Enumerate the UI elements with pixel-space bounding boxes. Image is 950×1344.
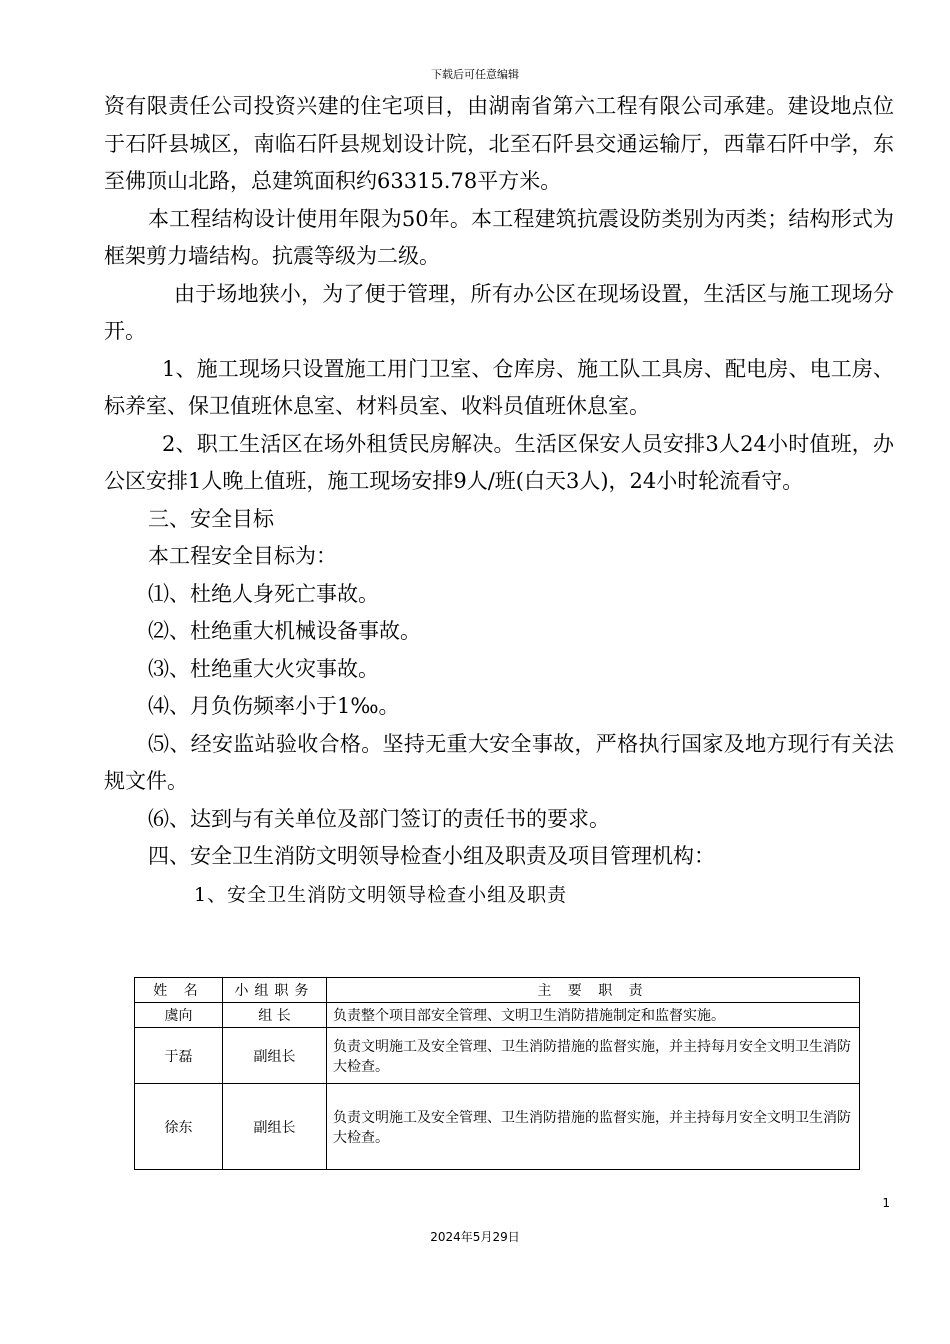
table-row: [135, 1003, 860, 1028]
cell-role: 组 长: [223, 1003, 327, 1028]
cell-name: 虞向: [135, 1003, 223, 1028]
goal-item-3: ⑶、杜绝重大火灾事故。: [148, 656, 379, 681]
paragraph-structure: 本工程结构设计使用年限为50年。本工程建筑抗震设防类别为丙类；结构形式为框架剪力墙结构。抗震等级为二级。: [104, 206, 894, 268]
cell-name: 徐东: [135, 1084, 223, 1170]
sub-heading-group-duties: 1、安全卫生消防文明领导检查小组及职责: [194, 883, 568, 906]
goal-item-1: ⑴、杜绝人身死亡事故。: [148, 581, 379, 606]
section-heading-safety-goals: 三、安全目标: [148, 506, 274, 531]
cell-duty: 负责整个项目部安全管理、文明卫生消防措施制定和监督实施。: [327, 1003, 860, 1028]
goal-item-6: ⑹、达到与有关单位及部门签订的责任书的要求。: [148, 806, 610, 831]
header-role: 小组职务: [223, 978, 327, 1003]
table-row: [135, 1084, 860, 1170]
cell-duty: 负责文明施工及安全管理、卫生消防措施的监督实施，并主持每月安全文明卫生消防大检查。: [327, 1028, 860, 1084]
table-row: [135, 1028, 860, 1084]
paragraph-safety-goals-intro: 本工程安全目标为：: [148, 544, 337, 568]
cell-name: 于磊: [135, 1028, 223, 1084]
paragraph-project-overview: 资有限责任公司投资兴建的住宅项目，由湖南省第六工程有限公司承建。建设地点位于石阡县城区，南临石阡县规划设计院，北至石阡县交通运输厅，西靠石阡中学，东至佛顶山北路，总建筑面积约63315.78平方米。: [104, 94, 894, 193]
paragraph-living-area: 2、职工生活区在场外租赁民房解决。生活区保安人员安排3人24小时值班，办公区安排1人晚上值班，施工现场安排9人/班(白天3人)，24小时轮流看守。: [104, 431, 894, 493]
cell-role: 副组长: [223, 1028, 327, 1084]
header-duty: 主 要 职 责: [327, 978, 860, 1003]
goal-item-4: ⑷、月负伤频率小于1‰。: [148, 694, 400, 718]
page-number: 1: [882, 1196, 890, 1210]
cell-duty: 负责文明施工及安全管理、卫生消防措施的监督实施，并主持每月安全文明卫生消防大检查。: [327, 1084, 860, 1170]
table-header-row: [135, 978, 860, 1003]
page-header: 下载后可任意编辑: [431, 68, 519, 81]
header-name: 姓 名: [135, 978, 223, 1003]
cell-role: 副组长: [223, 1084, 327, 1170]
goal-item-2: ⑵、杜绝重大机械设备事故。: [148, 619, 421, 643]
duty-table: [134, 977, 860, 1170]
footer-date: 2024年5月29日: [430, 1230, 520, 1244]
document-body: [104, 88, 894, 910]
paragraph-site-layout: 由于场地狭小，为了便于管理，所有办公区在现场设置，生活区与施工现场分开。: [104, 281, 894, 343]
goal-item-5: ⑸、经安监站验收合格。坚持无重大安全事故，严格执行国家及地方现行有关法规文件。: [104, 731, 894, 793]
paragraph-site-facilities: 1、施工现场只设置施工用门卫室、仓库房、施工队工具房、配电房、电工房、标养室、保卫值班休息室、材料员室、收料员值班休息室。: [104, 356, 894, 418]
section-heading-inspection-group: 四、安全卫生消防文明领导检查小组及职责及项目管理机构：: [148, 844, 715, 868]
